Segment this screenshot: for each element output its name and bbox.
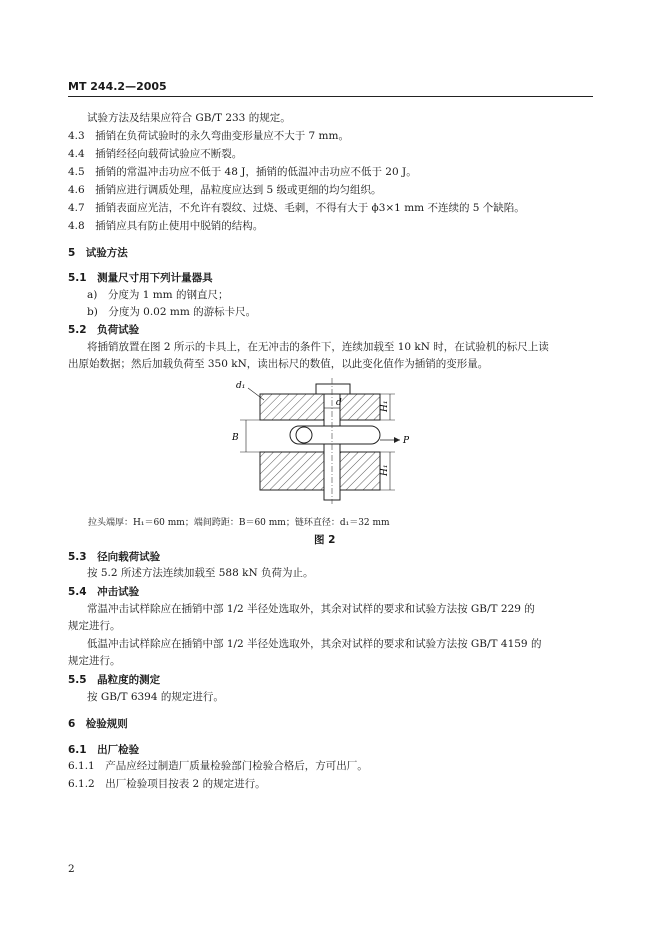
section-6-1-heading: 6.1 出厂检验 xyxy=(68,744,140,756)
fixture-right-upper xyxy=(340,394,380,420)
label-h1-top: H₁ xyxy=(380,400,390,412)
fixture-left-upper xyxy=(260,394,324,420)
fixture-left-lower xyxy=(260,452,324,490)
section-5-3-heading: 5.3 径向载荷试验 xyxy=(68,551,161,563)
section-5-5-heading: 5.5 晶粒度的测定 xyxy=(68,674,161,686)
text-line: 低温冲击试样除应在插销中部 1/2 半径处选取外，其余对试样的要求和试验方法按 GB/T 4159 的 xyxy=(87,638,542,650)
clause-6-1-1: 6.1.1 产品应经过制造厂质量检验部门检验合格后，方可出厂。 xyxy=(68,760,368,772)
link-section xyxy=(296,427,312,443)
text-line: 常温冲击试样除应在插销中部 1/2 半径处选取外，其余对试样的要求和试验方法按 GB/T 229 的 xyxy=(87,603,535,615)
text-line: 按 5.2 所述方法连续加载至 588 kN 负荷为止。 xyxy=(87,567,314,579)
page-number: 2 xyxy=(68,863,75,875)
clause-4-4: 4.4 插销经径向载荷试验应不断裂。 xyxy=(68,148,243,160)
clause-4-7: 4.7 插销表面应光洁，不允许有裂纹、过烧、毛刺，不得有大于 ϕ3×1 mm 不连续的 5 个缺陷。 xyxy=(68,202,525,214)
label-h1-bottom: H₁ xyxy=(380,464,390,476)
text-line: 规定进行。 xyxy=(68,620,121,632)
fixture-right-lower xyxy=(340,452,380,490)
header-rule xyxy=(68,96,593,97)
text-line: 试验方法及结果应符合 GB/T 233 的规定。 xyxy=(87,112,291,124)
section-5-heading: 5 试验方法 xyxy=(68,247,128,259)
document-number: MT 244.2—2005 xyxy=(68,80,167,93)
section-5-2-heading: 5.2 负荷试验 xyxy=(68,324,140,336)
figure-title: 图 2 xyxy=(314,534,336,546)
section-5-4-heading: 5.4 冲击试验 xyxy=(68,586,140,598)
figure-2-diagram xyxy=(220,378,450,504)
label-b: B xyxy=(232,433,239,443)
label-p: P xyxy=(403,436,410,446)
text-line: 将插销放置在图 2 所示的卡具上，在无冲击的条件下，连续加载至 10 kN 时，在试验机的标尺上读 xyxy=(87,341,549,353)
section-6-heading: 6 检验规则 xyxy=(68,718,128,730)
label-d: d xyxy=(336,398,342,408)
clause-6-1-2: 6.1.2 出厂检验项目按表 2 的规定进行。 xyxy=(68,778,266,790)
section-5-1-heading: 5.1 测量尺寸用下列计量器具 xyxy=(68,272,213,284)
pin-cap xyxy=(316,384,350,394)
text-line: 规定进行。 xyxy=(68,655,121,667)
list-item-b: b) 分度为 0.02 mm 的游标卡尺。 xyxy=(87,306,257,318)
figure-caption: 拉头端厚：H₁＝60 mm；端间跨距：B＝60 mm；链环直径：d₁＝32 mm xyxy=(88,518,390,528)
clause-4-5: 4.5 插销的常温冲击功应不低于 48 J，插销的低温冲击功应不低于 20 J。 xyxy=(68,166,417,178)
clause-4-3: 4.3 插销在负荷试验时的永久弯曲变形量应不大于 7 mm。 xyxy=(68,130,349,142)
clause-4-6: 4.6 插销应进行调质处理，晶粒度应达到 5 级或更细的均匀组织。 xyxy=(68,184,382,196)
text-line: 按 GB/T 6394 的规定进行。 xyxy=(87,691,224,703)
clause-4-8: 4.8 插销应具有防止使用中脱销的结构。 xyxy=(68,220,264,232)
label-d1: d₁ xyxy=(236,381,246,391)
list-item-a: a) 分度为 1 mm 的钢直尺； xyxy=(87,289,229,301)
text-line: 出原始数据；然后加载负荷至 350 kN，读出标尺的数值，以此变化值作为插销的变形量。 xyxy=(68,358,489,370)
